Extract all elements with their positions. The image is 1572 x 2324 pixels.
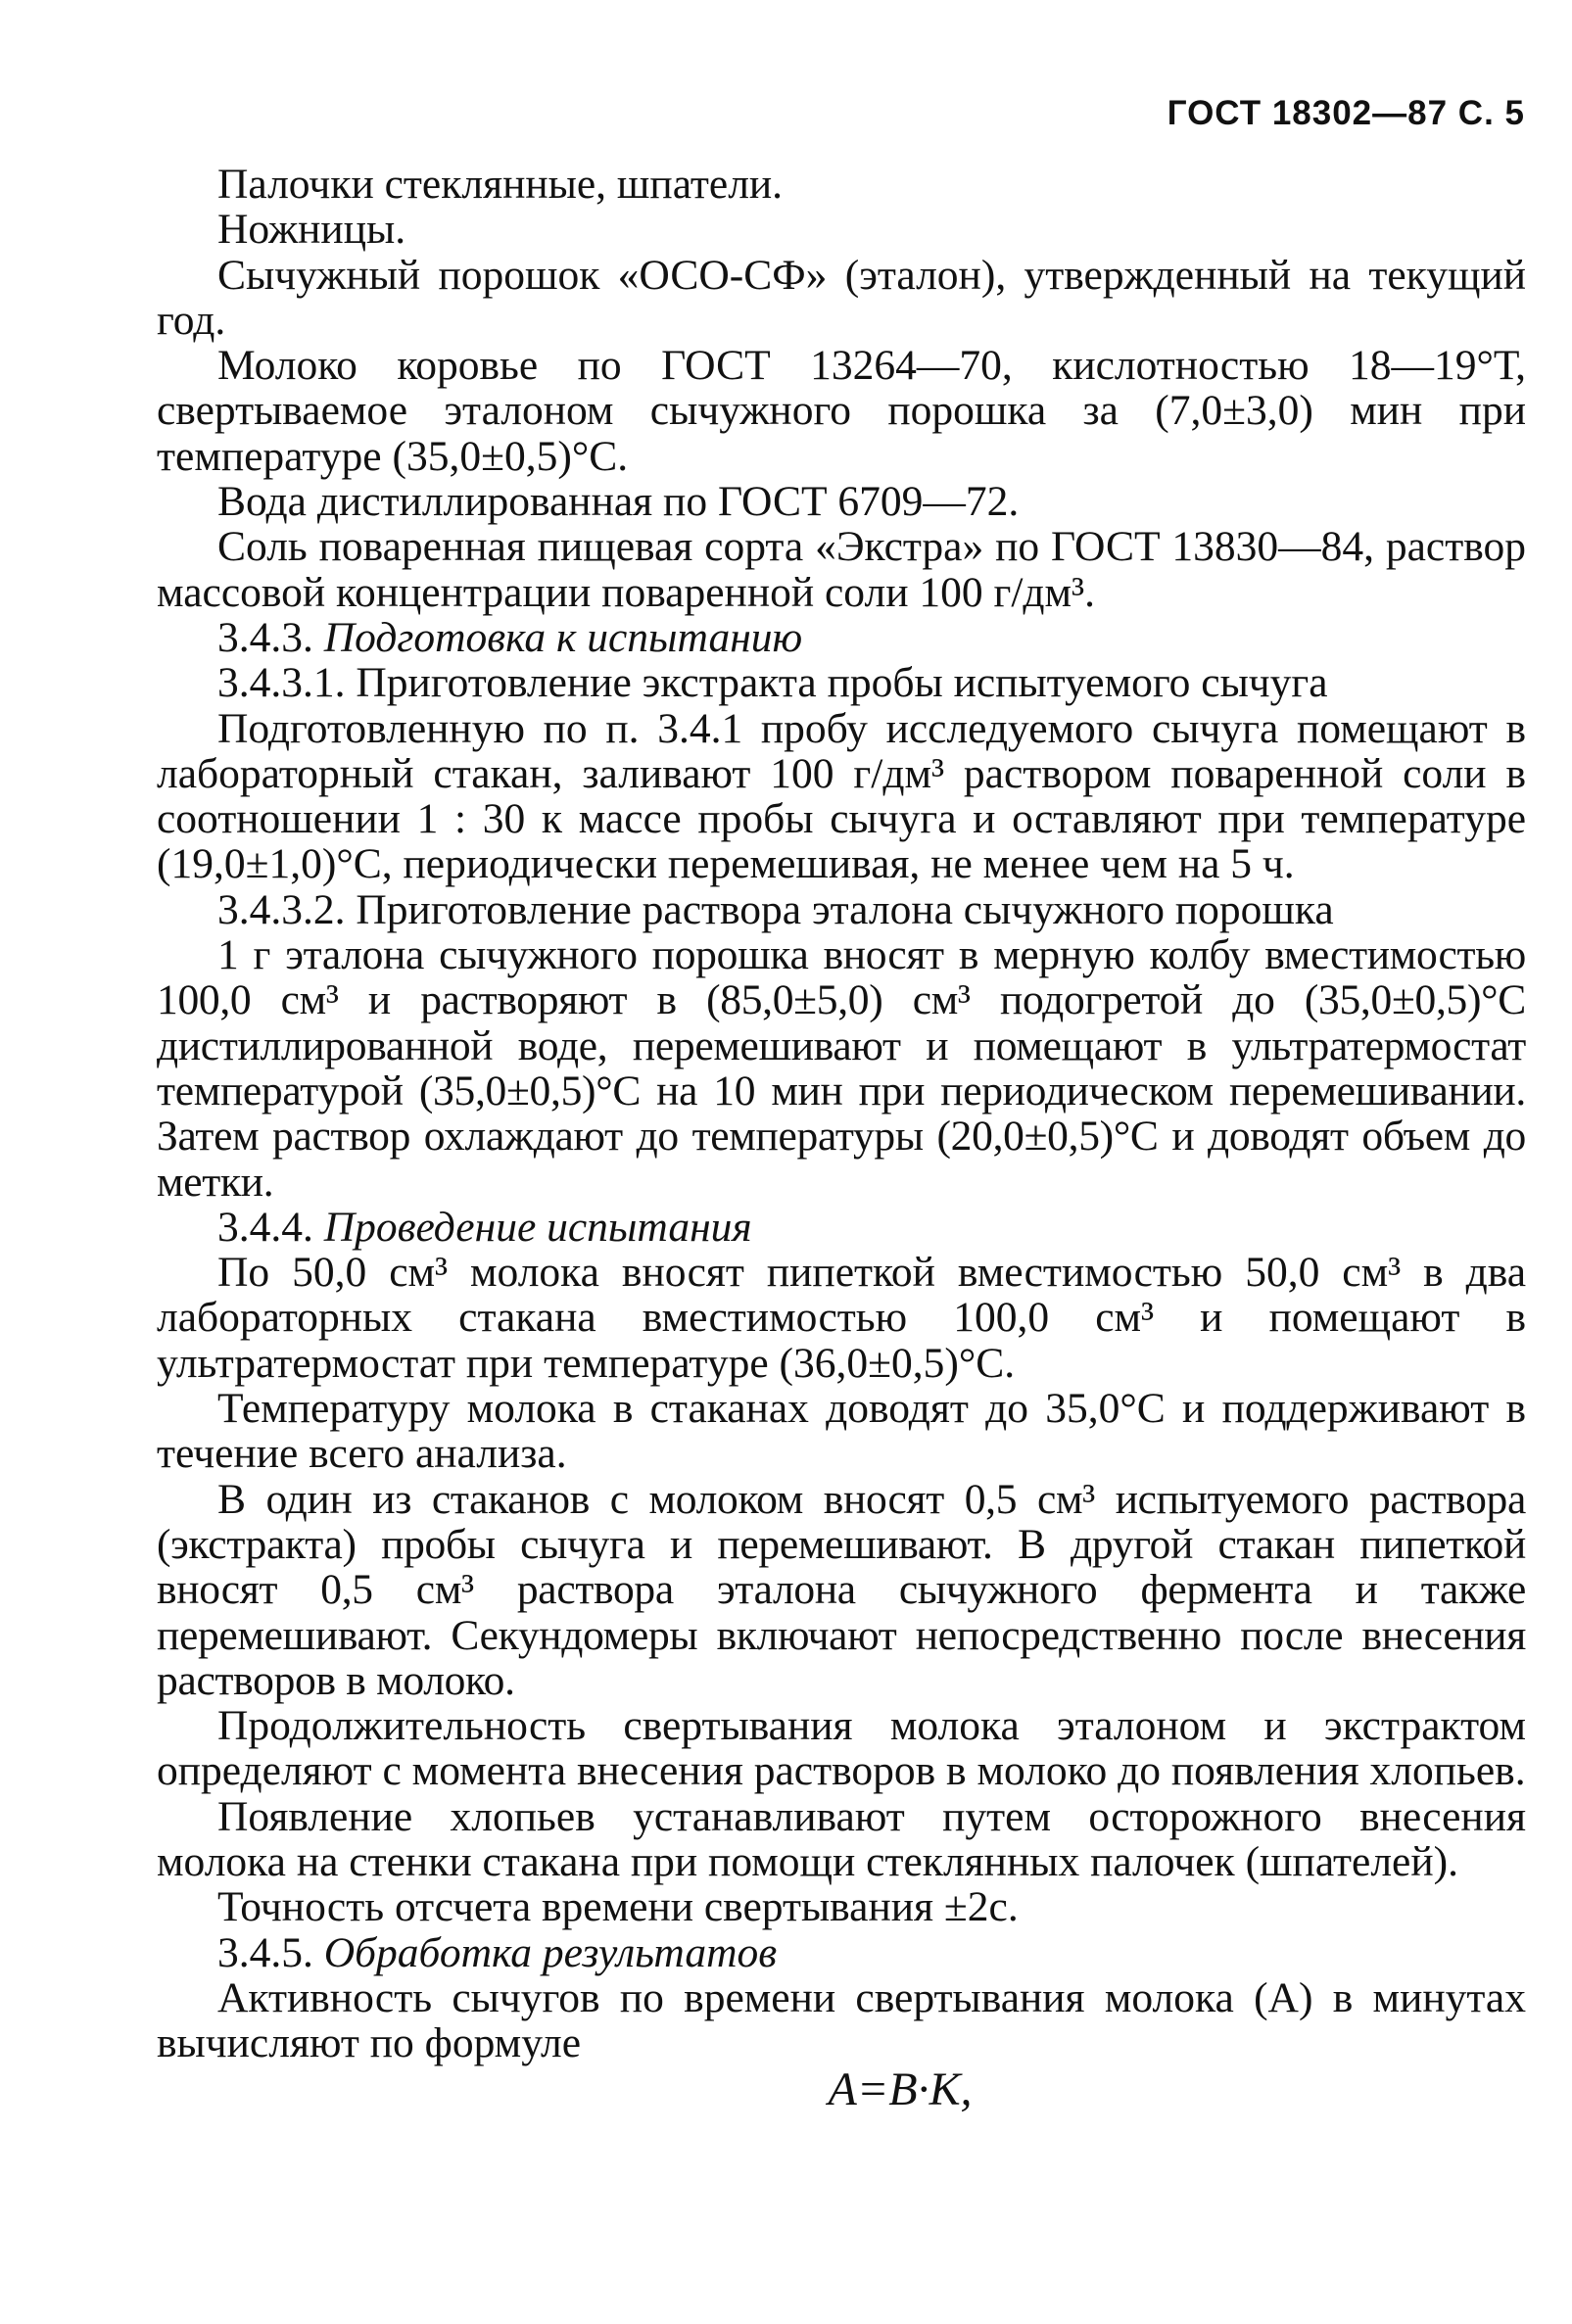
- paragraph-salt: Соль поваренная пищевая сорта «Экстра» по ГОСТ 13830—84, раствор массовой концентрации поваренной соли 100 г/дм³.: [157, 523, 1526, 616]
- paragraph-distilled-water: Вода дистиллированная по ГОСТ 6709—72.: [217, 478, 1020, 526]
- formula: А=В·К,: [828, 2063, 973, 2116]
- section-heading-3-4-5: [157, 1930, 1526, 1975]
- paragraph-flakes: Появление хлопьев устанавливают путем осторожного внесения молока на стенки стакана при помощи стеклянных палочек (шпателей).: [157, 1792, 1526, 1885]
- paragraph-accuracy: Точность отсчета времени свертывания ±2с.: [217, 1883, 1019, 1931]
- subsection-3-4-3-2: 3.4.3.2. Приготовление раствора эталона сычужного порошка: [217, 885, 1334, 933]
- paragraph-glass-rods: Палочки стеклянные, шпатели.: [217, 161, 784, 208]
- document-body: [157, 161, 1526, 2116]
- paragraph-milk-temperature: Температуру молока в стаканах доводят до 35,0°С и поддерживают в течение всего анализа.: [157, 1385, 1526, 1478]
- paragraph-coagulation-time: Продолжительность свертывания молока эталоном и экстрактом определяют с момента внесения растворов в молоко до появления хлопьев.: [157, 1702, 1526, 1795]
- section-title: Подготовка к испытанию: [323, 613, 803, 661]
- section-title: Проведение испытания: [323, 1203, 752, 1251]
- paragraph-extract-preparation: Подготовленную по п. 3.4.1 пробу исследуемого сычуга помещают в лабораторный стакан, заливают 100 г/дм³ раствором поваренной соли в соотношении 1 : 30 к массе пробы сычуга и оставляют при температуре (19,0±1,0)°С, периодически перемешивая, не менее чем на 5 ч.: [157, 704, 1526, 888]
- section-title: Обработка результатов: [323, 1928, 778, 1976]
- section-number: 3.4.4.: [217, 1203, 313, 1251]
- subsection-3-4-3-1: 3.4.3.1. Приготовление экстракта пробы испытуемого сычуга: [217, 659, 1328, 707]
- paragraph-scissors: Ножницы.: [217, 206, 406, 254]
- section-heading-3-4-4: [157, 1205, 1526, 1250]
- section-heading-3-4-3: [157, 615, 1526, 660]
- paragraph-standard-solution: 1 г эталона сычужного порошка вносят в мерную колбу вместимостью 100,0 см³ и растворяют в (85,0±5,0) см³ подогретой до (35,0±0,5)°С дистиллированной воде, перемешивают и помещают в ультратермостат температурой (35,0±0,5)°С на 10 мин при периодическом перемешивании. Затем раствор охлаждают до температуры (20,0±0,5)°С и доводят объем до метки.: [157, 931, 1526, 1206]
- running-header: ГОСТ 18302—87 С. 5: [1167, 94, 1525, 132]
- paragraph-milk-pipette: По 50,0 см³ молока вносят пипеткой вместимостью 50,0 см³ в два лабораторных стакана вместимостью 100,0 см³ и помещают в ультратермостат при температуре (36,0±0,5)°С.: [157, 1249, 1526, 1387]
- section-number: 3.4.3.: [217, 613, 313, 661]
- paragraph-rennet-powder: Сычужный порошок «ОСО-СФ» (эталон), утвержденный на текущий год.: [157, 251, 1526, 344]
- section-number: 3.4.5.: [217, 1928, 313, 1976]
- paragraph-add-solutions: В один из стаканов с молоком вносят 0,5 см³ испытуемого раствора (экстракта) пробы сычуга и перемешивают. В другой стакан пипеткой вносят 0,5 см³ раствора эталона сычужного фермента и также перемешивают. Секундомеры включают непосредственно после внесения растворов в молоко.: [157, 1475, 1526, 1704]
- paragraph-activity-formula-intro: Активность сычугов по времени свертывания молока (А) в минутах вычисляют по формуле: [157, 1973, 1526, 2067]
- paragraph-cow-milk: Молоко коровье по ГОСТ 13264—70, кислотностью 18—19°Т, свертываемое эталоном сычужного порошка за (7,0±3,0) мин при температуре (35,0±0,5)°С.: [157, 342, 1526, 480]
